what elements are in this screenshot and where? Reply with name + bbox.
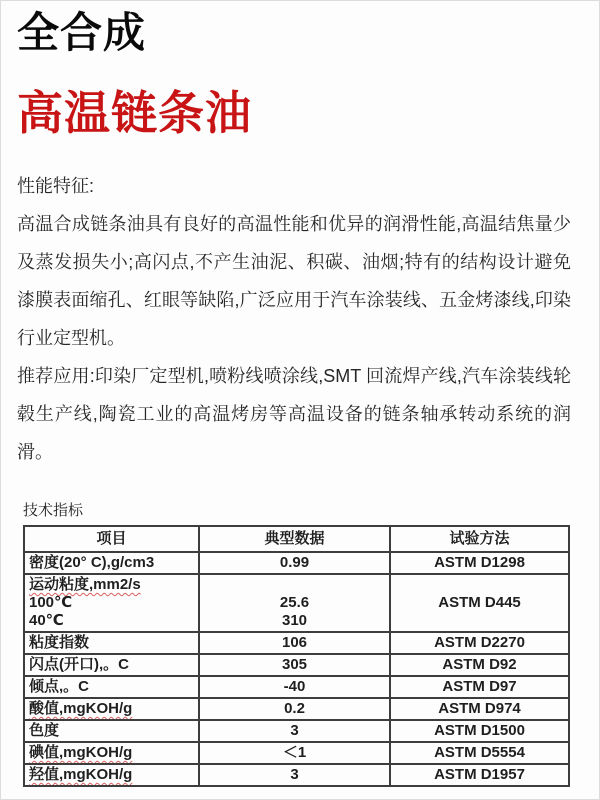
typical-data-cell: 3 xyxy=(199,764,390,786)
test-method-cell: ASTM D92 xyxy=(390,654,569,676)
item-cell: 倾点,。C xyxy=(24,676,199,698)
test-method-cell: ASTM D1298 xyxy=(390,552,569,574)
typical-data-cell: 0.99 xyxy=(199,552,390,574)
typical-data-cell: 0.2 xyxy=(199,698,390,720)
test-method-cell: ASTM D1957 xyxy=(390,764,569,786)
applications-paragraph: 推荐应用:印染厂定型机,喷粉线喷涂线,SMT 回流焊产线,汽车涂装线轮毂生产线,陶瓷工业的高温烤房等高温设备的链条轴承转动系统的润滑。 xyxy=(17,365,571,462)
product-title-line2: 高温链条油 xyxy=(17,87,252,140)
table-row xyxy=(24,632,569,654)
table-row xyxy=(24,654,569,676)
test-method-cell: ASTM D5554 xyxy=(390,742,569,764)
spec-table-label: 技术指标 xyxy=(23,501,84,519)
item-cell: 碘值,mgKOH/g xyxy=(24,742,199,764)
item-cell: 密度(20° C),g/cm3 xyxy=(24,552,199,574)
item-cell: 羟值,mgKOH/g xyxy=(24,764,199,786)
item-cell: 酸值,mgKOH/g xyxy=(24,698,199,720)
column-header-test-method: 试验方法 xyxy=(390,526,569,552)
item-cell: 色度 xyxy=(24,720,199,742)
features-paragraph: 高温合成链条油具有良好的高温性能和优异的润滑性能,高温结焦量少及蒸发损失小;高闪点,不产生油泥、积碳、油烟;特有的结构设计避免漆膜表面缩孔、红眼等缺陷,广泛应用于汽车涂装线、五金烤漆线,印染行业定型机。 xyxy=(17,213,571,348)
column-header-item: 项目 xyxy=(24,526,199,552)
item-cell: 闪点(开口),。C xyxy=(24,654,199,676)
test-method-cell: ASTM D2270 xyxy=(390,632,569,654)
table-row xyxy=(24,574,569,632)
column-header-typical-data: 典型数据 xyxy=(199,526,390,552)
test-method-cell: ASTM D1500 xyxy=(390,720,569,742)
spec-table-body xyxy=(24,552,569,786)
spec-table xyxy=(23,525,570,787)
product-title-line1: 全合成 xyxy=(17,9,147,56)
features-section-label: 性能特征: xyxy=(17,175,95,196)
typical-data-cell: 25.6 310 xyxy=(199,574,390,632)
typical-data-cell: 106 xyxy=(199,632,390,654)
table-row xyxy=(24,720,569,742)
typical-data-cell: -40 xyxy=(199,676,390,698)
table-row xyxy=(24,764,569,786)
table-row xyxy=(24,552,569,574)
table-row xyxy=(24,698,569,720)
typical-data-cell: 305 xyxy=(199,654,390,676)
item-cell: 粘度指数 xyxy=(24,632,199,654)
spec-table-header-row xyxy=(24,526,569,552)
test-method-cell: ASTM D974 xyxy=(390,698,569,720)
table-row xyxy=(24,676,569,698)
typical-data-cell: 3 xyxy=(199,720,390,742)
typical-data-cell: ＜1 xyxy=(199,742,390,764)
test-method-cell: ASTM D445 xyxy=(390,574,569,632)
item-cell: 运动粘度,mm2/s 100℃ 40℃ xyxy=(24,574,199,632)
test-method-cell: ASTM D97 xyxy=(390,676,569,698)
table-row xyxy=(24,742,569,764)
